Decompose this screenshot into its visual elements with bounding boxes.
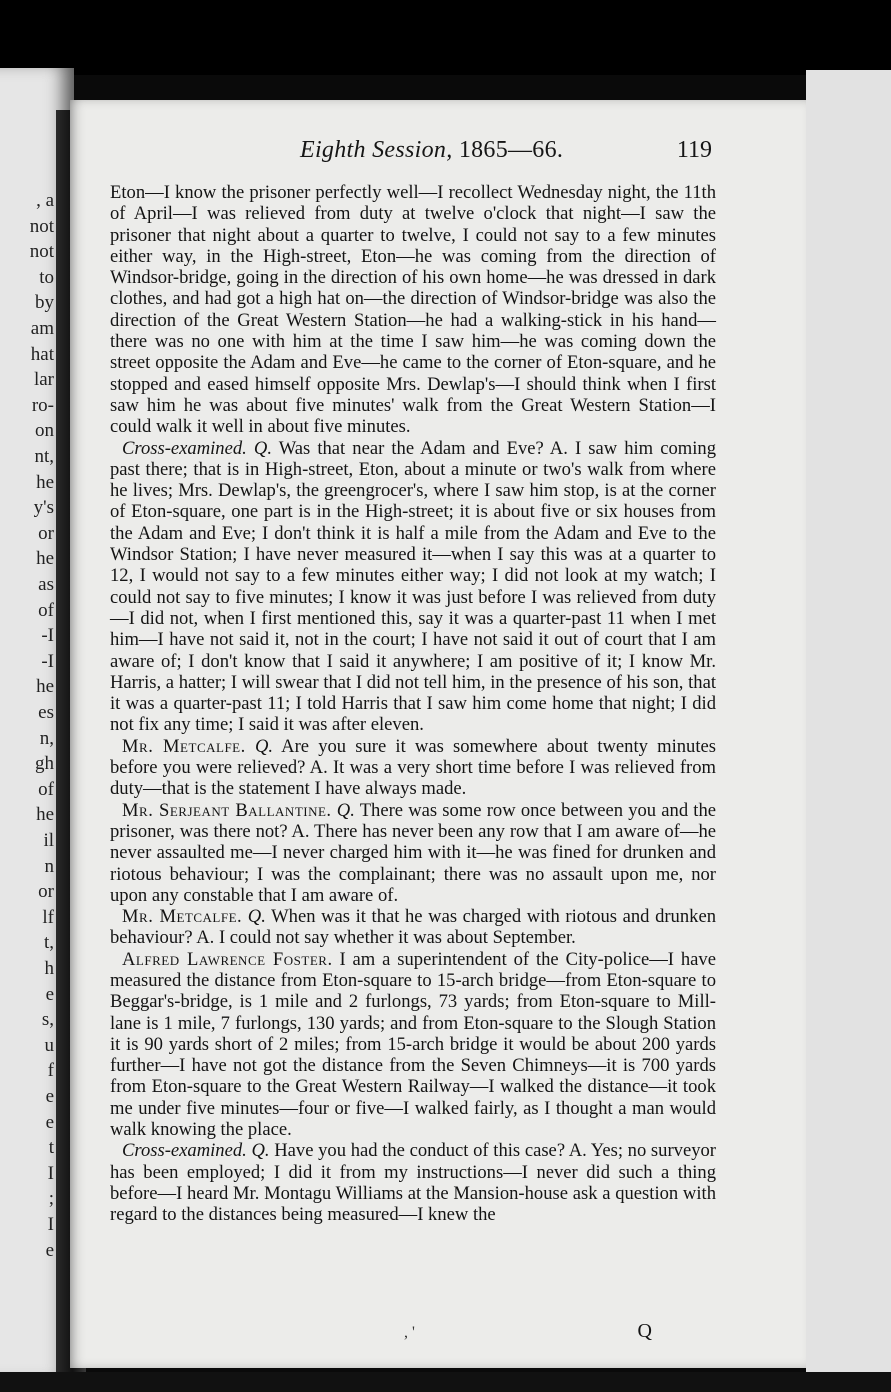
left-page-fragment: lf — [42, 906, 54, 928]
left-page-fragment: il — [43, 830, 54, 851]
left-page-fragment: not — [29, 241, 54, 263]
question-label: Q. — [336, 799, 355, 821]
catchword: Q — [637, 1320, 652, 1342]
left-page-fragment: gh — [35, 753, 54, 775]
scan-border-bottom — [0, 1372, 891, 1392]
question-label: Q. — [247, 906, 266, 928]
left-page-fragment: he — [36, 676, 54, 698]
paragraph — [110, 182, 716, 438]
paragraph — [110, 949, 716, 1141]
scan-border-top — [0, 0, 891, 75]
left-page-fragment: hat — [30, 343, 54, 365]
ink-specks: , ' — [404, 1324, 415, 1341]
left-page-fragment: as — [38, 574, 54, 595]
paragraph — [110, 1140, 716, 1225]
question-label: Q. — [254, 735, 274, 757]
paragraph-text: Are you sure it was somewhere about twenty minutes before you were relieved? A. It was a very short time before I was relieved from duty—that is the statement I have always made. — [110, 735, 716, 800]
page-footer — [110, 1320, 716, 1350]
left-page-fragment: h — [44, 958, 54, 979]
left-page-fragment: s, — [41, 1009, 54, 1031]
left-page-fragment: n — [44, 855, 54, 877]
speaker-label: Cross-examined. — [122, 437, 247, 459]
paragraph — [110, 438, 716, 736]
running-header — [110, 135, 716, 171]
left-page-fragment: u — [44, 1034, 54, 1056]
left-page-fragment: t — [48, 1137, 54, 1159]
paragraph-text: There was some row once between you and the prisoner, was there not? A. There has never been any row that I am aware of—he never assaulted me—I never charged him with it—he was fined for drunken and riotous behaviour; I was the complainant; there was no assault upon me, nor upon any constable that I am aware of. — [110, 799, 717, 906]
left-page-fragment: e — [45, 1239, 54, 1261]
left-page-fragment: n, — [39, 727, 54, 749]
question-label: Q. — [251, 1140, 270, 1162]
left-page-fragment: I — [47, 1214, 54, 1235]
left-page-fragment: -I — [41, 625, 54, 647]
left-page-fragment: nt, — [34, 446, 54, 467]
left-page-fragment: on — [35, 420, 54, 442]
left-page-fragment: ; — [48, 1188, 54, 1210]
left-page-fragment: ro- — [31, 394, 54, 416]
paragraph-text: When was it that he was charged with riotous and drunken behaviour? A. I could not say whether it was about September. — [110, 906, 717, 949]
left-page-fragment: he — [36, 548, 54, 570]
left-page-fragment: e — [45, 983, 54, 1005]
left-page-fragment: es — [38, 702, 54, 723]
session-years: 1865—66. — [458, 137, 564, 163]
left-page-fragment: e — [45, 1111, 54, 1133]
speaker-label: Mr. Metcalfe. — [122, 906, 243, 928]
left-page-fragment: , a — [36, 190, 54, 211]
left-page-fragment: to — [39, 266, 54, 288]
paragraph — [110, 906, 716, 949]
paragraph-text: Have you had the conduct of this case? A. Yes; no surveyor has been employed; I did it from my instructions—I never did such a thing before—I heard Mr. Montagu Williams at the Mansion-house ask a question with regard to the distances being measured—I knew the — [110, 1140, 716, 1226]
left-page-fragment: lar — [33, 369, 54, 391]
page-number: 119 — [676, 137, 712, 163]
running-title — [300, 137, 563, 164]
left-page-fragment: or — [38, 881, 54, 903]
left-page-fragment: am — [30, 318, 54, 339]
paragraph-text: Was that near the Adam and Eve? A. I saw him coming past there; that is in High-street, Eton, about a minute or two's walk from where he lives; Mrs. Dewlap's, the greengrocer's, where I saw him stop, is at the corner of Eton-square, one part is in the High-street; it is about five or six houses from the Adam and Eve; I don't think it is half a mile from the Adam and Eve to the Windsor Station; I have never measured it—when I say this was at a quarter to 12, I would not say to a few minutes either way; I did not look at my watch; I could not say to five minutes; I know it was just before I was relieved from duty—I did not, when I first mentioned this, say it was a quarter-past 11 when I met him—I have not said it, not in the court; I have not said it out of court that I am aware of; I don't know that I said it anywhere; I am positive of it; I know Mr. Harris, a hatter; I will swear that I did not tell him, in the presence of his son, that it was a quarter-past 11; I told Harris that I saw him come home that night; I did not fix any time; I said it was after eleven. — [110, 437, 716, 736]
left-page-fragment: of — [38, 778, 54, 800]
page-body — [110, 182, 716, 1226]
left-page-fragment: he — [36, 804, 54, 826]
speaker-label: Alfred Lawrence Foster. — [122, 948, 333, 970]
left-page-fragment: not — [29, 215, 54, 237]
paragraph-text: I am a superintendent of the City-police—I have measured the distance from Eton-square to 15-arch bridge—from Eton-square to Beggar's-bridge, is 1 mile and 2 furlongs, 73 yards; from Eton-square to Mill-lane is 1 mile, 7 furlongs, 130 yards; and from Eton-square to the Slough Station it is 90 yards short of 2 miles; from 15-arch bridge it would be about 200 yards further—I have not got the distance from the Seven Chimneys—it is 700 yards from Eton-square to the Great Western Railway—I walked the distance—it took me under five minutes—four or five—I walked fairly, as I thought a man would walk knowing the place. — [110, 948, 716, 1141]
scan-border-right — [806, 70, 891, 1392]
paragraph — [110, 800, 716, 906]
left-page-fragment: he — [36, 471, 54, 493]
left-page-fragment: or — [38, 522, 54, 544]
speaker-label: Cross-examined. — [122, 1140, 247, 1162]
speaker-label: Mr. Metcalfe. — [122, 735, 246, 757]
left-page-fragment: f — [47, 1060, 54, 1082]
left-page-fragment: y's — [33, 497, 54, 519]
question-label: Q. — [253, 437, 272, 459]
left-page-fragment: of — [38, 599, 54, 621]
left-page-fragment: by — [35, 292, 54, 314]
left-page-fragment: I — [47, 1162, 54, 1184]
left-page-fragment: t, — [43, 932, 54, 954]
left-page-fragment: e — [45, 1086, 54, 1107]
left-page-fragment: -I — [41, 650, 54, 672]
paragraph — [110, 736, 716, 800]
paragraph-text: Eton—I know the prisoner perfectly well—I recollect Wednesday night, the 11th of April—I was relieved from duty at twelve o'clock that night—I saw the prisoner that night about a quarter to twelve, I could not say to a few minutes either way, in the High-street, Eton—he was coming from the direction of Windsor-bridge, going in the direction of his own home—he was dressed in dark clothes, and had got a high hat on—the direction of Windsor-bridge was also the direction of the Great Western Station—he had a walking-stick in his hand—there was no one with him at the time I saw him—he was coming down the street opposite the Adam and Eve—he came to the corner of Eton-square, and he stopped and eased himself opposite Mrs. Dewlap's—I should think when I first saw him he was about five minutes' walk from the Great Western Station—I could walk it well in about five minutes. — [110, 182, 716, 438]
session-label: Eighth Session, — [300, 137, 453, 163]
speaker-label: Mr. Serjeant Ballantine. — [122, 799, 332, 821]
